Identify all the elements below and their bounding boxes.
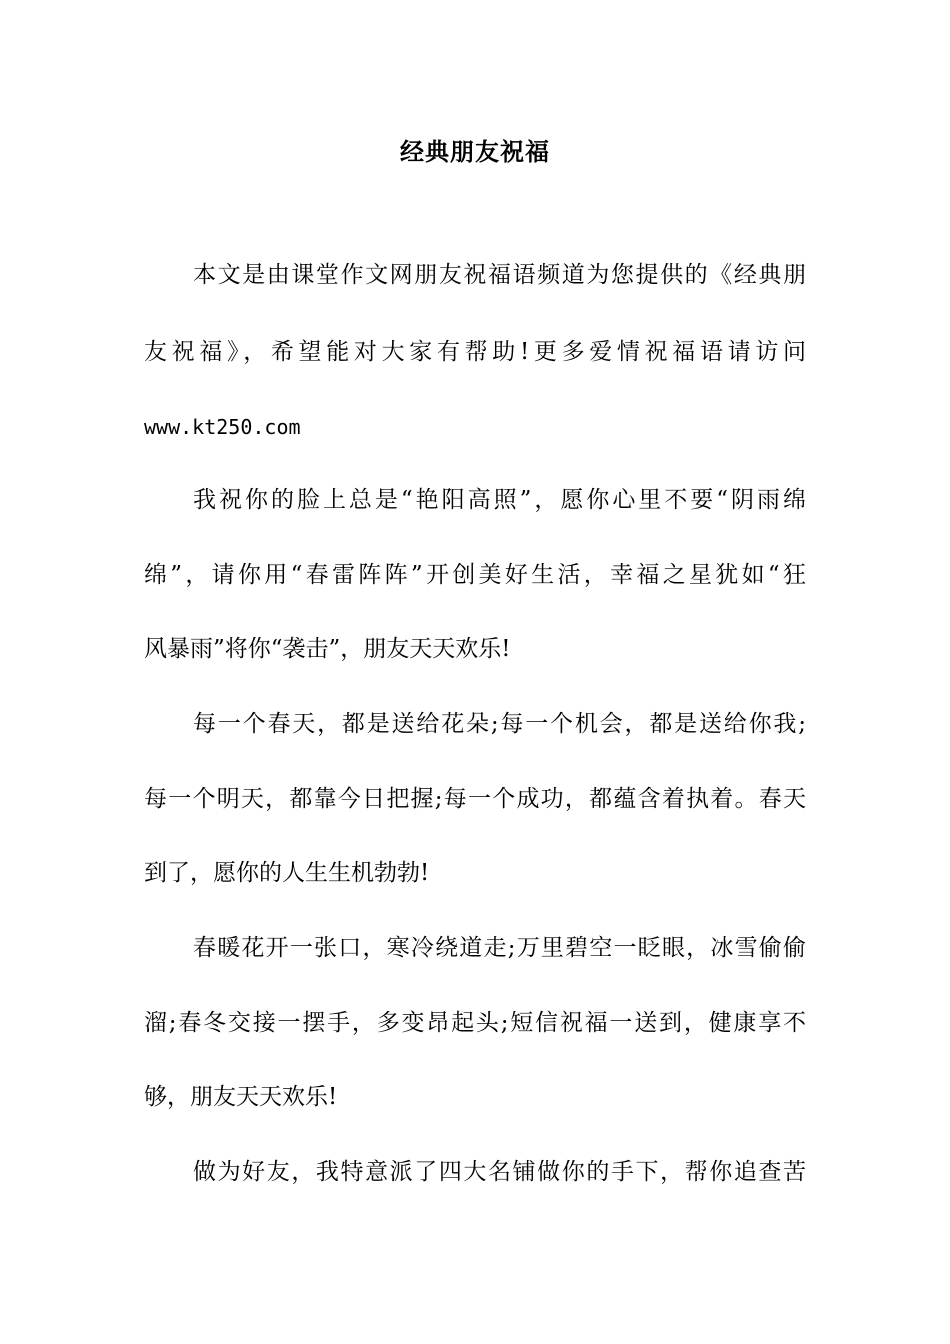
paragraph-2-line-3: 风暴雨”将你“袭击”，朋友天天欢乐!	[144, 636, 511, 662]
paragraph-1-line-1: 本文是由课堂作文网朋友祝福语频道为您提供的《经典朋	[193, 262, 806, 288]
paragraph-2-line-1: 我祝你的脸上总是“艳阳高照”，愿你心里不要“阴雨绵	[193, 487, 806, 513]
paragraph-4-line-1: 春暖花开一张口，寒冷绕道走;万里碧空一眨眼，冰雪偷偷	[193, 935, 806, 961]
paragraph-3-line-3: 到了，愿你的人生生机勃勃!	[144, 860, 430, 886]
paragraph-1-line-2: 友祝福》，希望能对大家有帮助!更多爱情祝福语请访问	[144, 339, 806, 365]
paragraph-4-line-3: 够，朋友天天欢乐!	[144, 1084, 338, 1110]
paragraph-2-line-2: 绵”，请你用“春雷阵阵”开创美好生活，幸福之星犹如“狂	[144, 562, 806, 588]
document-title: 经典朋友祝福	[400, 137, 550, 166]
paragraph-4-line-2: 溜;春冬交接一摆手，多变昂起头;短信祝福一送到，健康享不	[144, 1010, 806, 1036]
paragraph-5-line-1: 做为好友，我特意派了四大名铺做你的手下，帮你追查苦	[193, 1159, 806, 1185]
paragraph-3-line-1: 每一个春天，都是送给花朵;每一个机会，都是送给你我;	[193, 711, 806, 737]
paragraph-3-line-2: 每一个明天，都靠今日把握;每一个成功，都蕴含着执着。春天	[144, 786, 806, 812]
paragraph-1-url: www.kt250.com	[144, 415, 301, 439]
